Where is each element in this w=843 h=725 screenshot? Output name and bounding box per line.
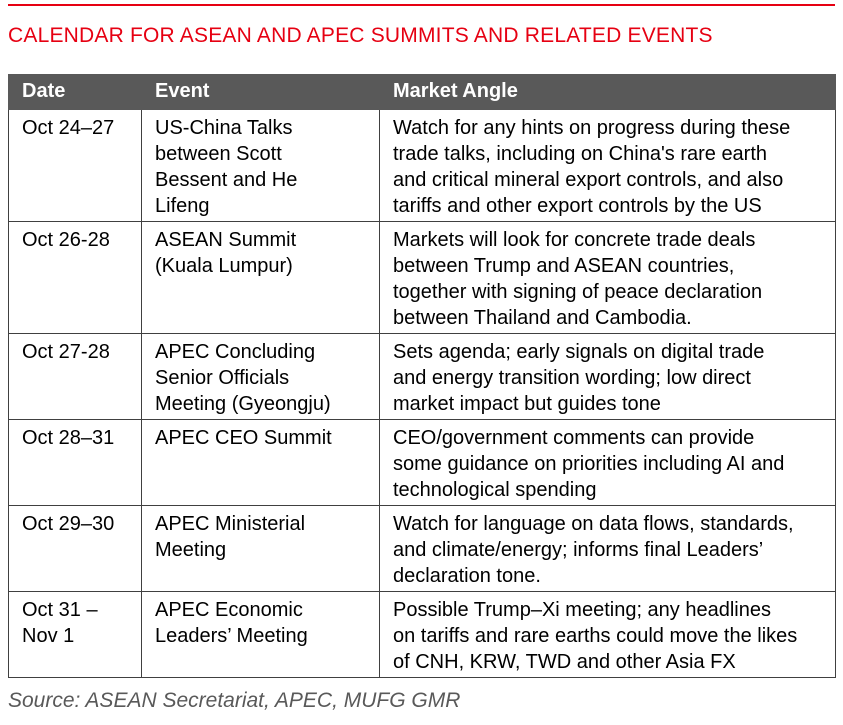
table-row bbox=[9, 334, 836, 420]
market-angle-cell: Possible Trump–Xi meeting; any headlines on tariffs and rare earths could move the likes of CNH, KRW, TWD and other Asia FX bbox=[380, 592, 836, 678]
date-cell: Oct 27-28 bbox=[9, 334, 142, 420]
event-cell: APEC Concluding Senior Officials Meeting (Gyeongju) bbox=[142, 334, 380, 420]
event-cell: APEC Ministerial Meeting bbox=[142, 506, 380, 592]
events-table bbox=[8, 74, 836, 678]
table-row bbox=[9, 592, 836, 678]
events-table-body bbox=[9, 110, 836, 678]
event-cell: APEC CEO Summit bbox=[142, 420, 380, 506]
header-row bbox=[9, 75, 836, 110]
date-cell: Oct 24–27 bbox=[9, 110, 142, 222]
event-cell: APEC Economic Leaders’ Meeting bbox=[142, 592, 380, 678]
table-row bbox=[9, 222, 836, 334]
column-header-market-angle: Market Angle bbox=[380, 75, 836, 110]
source-note: Source: ASEAN Secretariat, APEC, MUFG GMR bbox=[8, 689, 461, 712]
market-angle-cell: CEO/government comments can provide some guidance on priorities including AI and technological spending bbox=[380, 420, 836, 506]
table-row bbox=[9, 420, 836, 506]
market-angle-cell: Markets will look for concrete trade deals between Trump and ASEAN countries, together with signing of peace declaration between Thailand and Cambodia. bbox=[380, 222, 836, 334]
page-title: CALENDAR FOR ASEAN AND APEC SUMMITS AND RELATED EVENTS bbox=[8, 24, 713, 47]
date-cell: Oct 31 – Nov 1 bbox=[9, 592, 142, 678]
market-angle-cell: Sets agenda; early signals on digital trade and energy transition wording; low direct market impact but guides tone bbox=[380, 334, 836, 420]
market-angle-cell: Watch for language on data flows, standards, and climate/energy; informs final Leaders’ declaration tone. bbox=[380, 506, 836, 592]
table-row bbox=[9, 110, 836, 222]
date-cell: Oct 29–30 bbox=[9, 506, 142, 592]
date-cell: Oct 28–31 bbox=[9, 420, 142, 506]
table-row bbox=[9, 506, 836, 592]
column-header-date: Date bbox=[9, 75, 142, 110]
top-divider-line bbox=[8, 4, 835, 6]
market-angle-cell: Watch for any hints on progress during these trade talks, including on China's rare earth and critical mineral export controls, and also tariffs and other export controls by the US bbox=[380, 110, 836, 222]
column-header-event: Event bbox=[142, 75, 380, 110]
date-cell: Oct 26-28 bbox=[9, 222, 142, 334]
event-cell: ASEAN Summit (Kuala Lumpur) bbox=[142, 222, 380, 334]
events-table-header bbox=[9, 75, 836, 110]
event-cell: US-China Talks between Scott Bessent and He Lifeng bbox=[142, 110, 380, 222]
